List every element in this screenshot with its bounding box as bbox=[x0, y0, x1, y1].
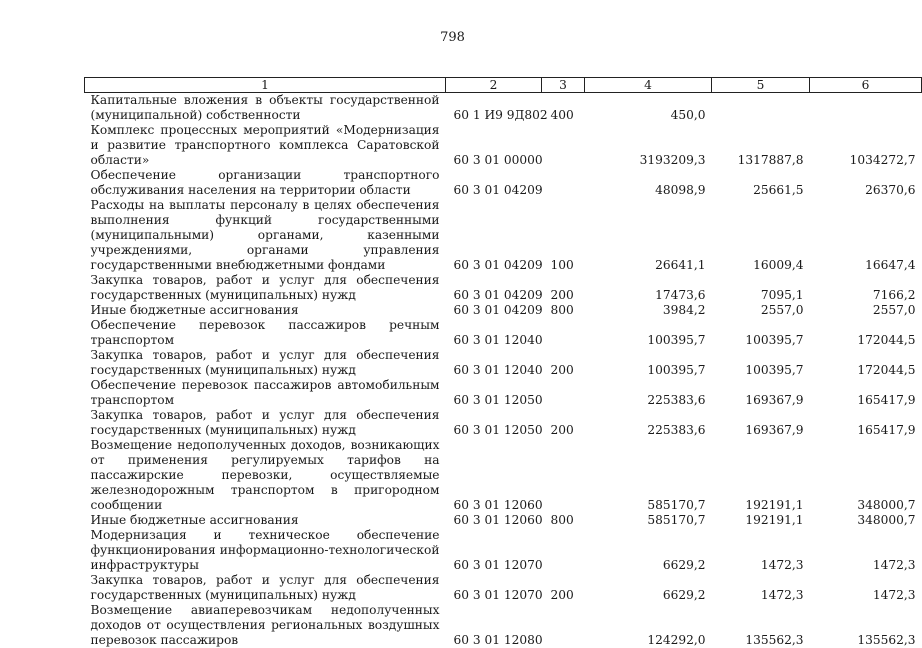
row-value-col4: 17473,6 bbox=[655, 288, 706, 302]
row-value-col5: 169367,9 bbox=[745, 423, 804, 437]
row-value-col6: 2557,0 bbox=[872, 303, 916, 317]
row-value-col5: 192191,1 bbox=[745, 513, 804, 527]
row-value-col5: 7095,1 bbox=[760, 288, 804, 302]
row-name: Расходы на выплаты персоналу в целях обеспечения выполнения функций государственными (муниципальными) органами, казенными учреждениями, органами управления государственными внебюджетными фондами bbox=[90, 198, 440, 272]
row-value-col4: 225383,6 bbox=[647, 393, 706, 407]
row-name: Иные бюджетные ассигнования bbox=[90, 513, 299, 527]
table-row bbox=[85, 378, 922, 408]
row-code: 60 1 И9 9Д802 bbox=[453, 108, 548, 122]
table-row bbox=[85, 93, 922, 124]
row-expense-type bbox=[542, 168, 585, 198]
row-code: 60 3 01 12060 bbox=[453, 513, 543, 527]
row-value-col6: 348000,7 bbox=[857, 498, 916, 512]
row-expense-type: 100 bbox=[550, 258, 574, 272]
row-value-col5: 135562,3 bbox=[745, 633, 804, 647]
row-value-col6: 348000,7 bbox=[857, 513, 916, 527]
row-value-col6: 172044,5 bbox=[857, 333, 916, 347]
row-expense-type: 200 bbox=[550, 588, 574, 602]
row-value-col6: 7166,2 bbox=[872, 288, 916, 302]
table-row bbox=[85, 408, 922, 438]
header-col-4: 4 bbox=[585, 78, 712, 93]
row-value-col5: 1472,3 bbox=[760, 558, 804, 572]
row-value-col6: 165417,9 bbox=[857, 393, 916, 407]
row-value-col6: 1472,3 bbox=[872, 588, 916, 602]
row-code: 60 3 01 04209 bbox=[453, 288, 543, 302]
row-name: Модернизация и техническое обеспечение функционирования информационно-технологической инфраструктуры bbox=[90, 528, 440, 572]
row-expense-type: 800 bbox=[550, 513, 574, 527]
row-value-col6: 16647,4 bbox=[865, 258, 916, 272]
page-number: 798 bbox=[440, 30, 465, 45]
row-expense-type: 200 bbox=[550, 288, 574, 302]
row-name: Комплекс процессных мероприятий «Модернизация и развитие транспортного комплекса Саратовской области» bbox=[90, 123, 440, 167]
row-value-col4: 585170,7 bbox=[647, 498, 706, 512]
row-name: Возмещение недополученных доходов, возникающих от применения регулируемых тарифов на пассажирские перевозки, осуществляемые железнодорожным транспортом в пригородном сообщении bbox=[90, 438, 440, 512]
row-value-col5 bbox=[712, 93, 810, 124]
row-value-col6 bbox=[810, 93, 922, 124]
row-code: 60 3 01 12040 bbox=[453, 333, 543, 347]
row-name: Закупка товаров, работ и услуг для обеспечения государственных (муниципальных) нужд bbox=[90, 573, 440, 602]
row-value-col5: 100395,7 bbox=[745, 363, 804, 377]
row-value-col6: 135562,3 bbox=[857, 633, 916, 647]
row-name: Закупка товаров, работ и услуг для обеспечения государственных (муниципальных) нужд bbox=[90, 348, 440, 377]
table-row bbox=[85, 603, 922, 648]
row-code: 60 3 01 12040 bbox=[453, 363, 543, 377]
row-code: 60 3 01 12050 bbox=[453, 423, 543, 437]
row-value-col5: 1317887,8 bbox=[737, 153, 804, 167]
row-name: Обеспечение организации транспортного обслуживания населения на территории области bbox=[90, 168, 440, 197]
table-row bbox=[85, 273, 922, 303]
row-value-col5: 192191,1 bbox=[745, 498, 804, 512]
header-col-1: 1 bbox=[85, 78, 446, 93]
row-value-col5: 1472,3 bbox=[760, 588, 804, 602]
row-name: Капитальные вложения в объекты государственной (муниципальной) собственности bbox=[90, 93, 440, 122]
row-expense-type bbox=[542, 318, 585, 348]
row-code: 60 3 01 12070 bbox=[453, 558, 543, 572]
row-value-col5: 100395,7 bbox=[745, 333, 804, 347]
row-value-col6: 26370,6 bbox=[865, 183, 916, 197]
row-code: 60 3 01 12070 bbox=[453, 588, 543, 602]
row-value-col5: 25661,5 bbox=[753, 183, 804, 197]
row-code: 60 3 01 04209 bbox=[453, 303, 543, 317]
row-name: Обеспечение перевозок пассажиров автомобильным транспортом bbox=[90, 378, 440, 407]
row-name: Обеспечение перевозок пассажиров речным транспортом bbox=[90, 318, 440, 347]
row-code: 60 3 01 12080 bbox=[453, 633, 543, 647]
row-expense-type bbox=[542, 528, 585, 573]
table-row bbox=[85, 513, 922, 528]
row-value-col4: 225383,6 bbox=[647, 423, 706, 437]
row-value-col5: 2557,0 bbox=[760, 303, 804, 317]
row-code: 60 3 01 04209 bbox=[453, 258, 543, 272]
table-row bbox=[85, 123, 922, 168]
header-col-3: 3 bbox=[542, 78, 585, 93]
row-expense-type bbox=[542, 438, 585, 513]
row-code: 60 3 01 12060 bbox=[453, 498, 543, 512]
row-expense-type bbox=[542, 603, 585, 648]
budget-table bbox=[84, 77, 922, 648]
table-row bbox=[85, 198, 922, 273]
header-col-5: 5 bbox=[712, 78, 810, 93]
row-value-col4: 450,0 bbox=[670, 108, 706, 122]
header-col-2: 2 bbox=[446, 78, 542, 93]
row-name: Возмещение авиаперевозчикам недополученных доходов от осуществления региональных воздушных перевозок пассажиров bbox=[90, 603, 440, 647]
row-expense-type bbox=[542, 123, 585, 168]
row-value-col4: 100395,7 bbox=[647, 333, 706, 347]
row-expense-type: 800 bbox=[550, 303, 574, 317]
row-value-col6: 1034272,7 bbox=[849, 153, 916, 167]
row-value-col4: 3193209,3 bbox=[639, 153, 706, 167]
table-row bbox=[85, 528, 922, 573]
row-expense-type: 400 bbox=[550, 108, 574, 122]
table-header-row bbox=[85, 78, 922, 93]
row-value-col4: 6629,2 bbox=[662, 588, 706, 602]
row-value-col4: 6629,2 bbox=[662, 558, 706, 572]
table-row bbox=[85, 438, 922, 513]
row-name: Закупка товаров, работ и услуг для обеспечения государственных (муниципальных) нужд bbox=[90, 408, 440, 437]
row-value-col5: 169367,9 bbox=[745, 393, 804, 407]
table-row bbox=[85, 168, 922, 198]
row-expense-type: 200 bbox=[550, 363, 574, 377]
row-value-col4: 100395,7 bbox=[647, 363, 706, 377]
row-name: Закупка товаров, работ и услуг для обеспечения государственных (муниципальных) нужд bbox=[90, 273, 440, 302]
row-value-col6: 1472,3 bbox=[872, 558, 916, 572]
row-expense-type bbox=[542, 378, 585, 408]
header-col-6: 6 bbox=[810, 78, 922, 93]
row-code: 60 3 01 04209 bbox=[453, 183, 543, 197]
row-expense-type: 200 bbox=[550, 423, 574, 437]
row-code: 60 3 01 00000 bbox=[453, 153, 543, 167]
table-row bbox=[85, 318, 922, 348]
row-value-col6: 172044,5 bbox=[857, 363, 916, 377]
row-value-col5: 16009,4 bbox=[753, 258, 804, 272]
row-name: Иные бюджетные ассигнования bbox=[90, 303, 299, 317]
row-value-col4: 3984,2 bbox=[662, 303, 706, 317]
table-row bbox=[85, 348, 922, 378]
row-value-col6: 165417,9 bbox=[857, 423, 916, 437]
row-code: 60 3 01 12050 bbox=[453, 393, 543, 407]
row-value-col4: 48098,9 bbox=[655, 183, 706, 197]
row-value-col4: 124292,0 bbox=[647, 633, 706, 647]
row-value-col4: 26641,1 bbox=[655, 258, 706, 272]
table-row bbox=[85, 573, 922, 603]
table-row bbox=[85, 303, 922, 318]
row-value-col4: 585170,7 bbox=[647, 513, 706, 527]
